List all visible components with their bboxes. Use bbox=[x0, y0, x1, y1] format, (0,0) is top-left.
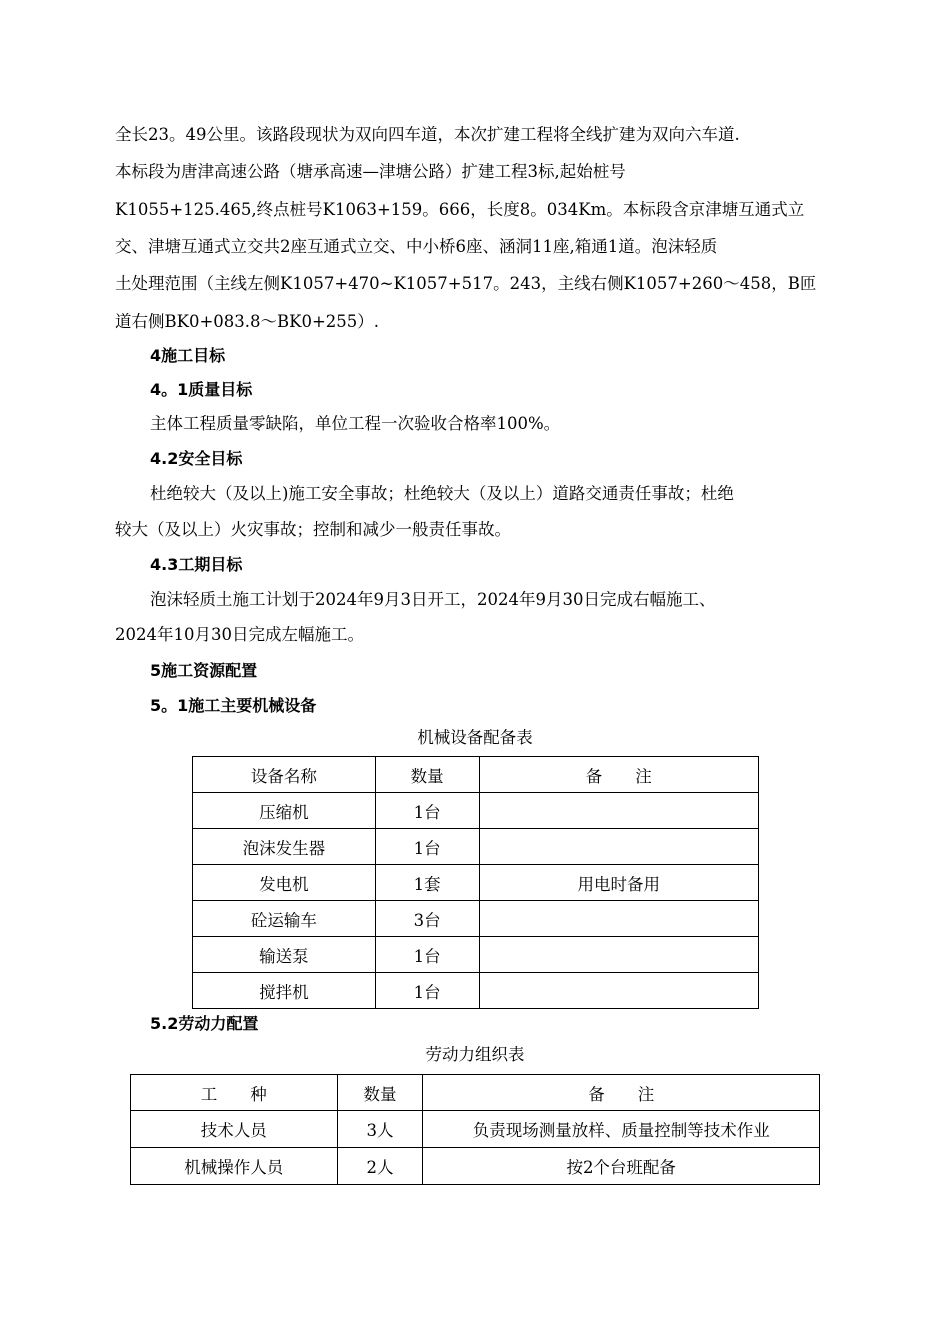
table-row bbox=[193, 793, 759, 829]
subsection-heading: 5.2劳动力配置 bbox=[150, 1014, 259, 1033]
table-cell: 技术人员 bbox=[131, 1111, 338, 1148]
paragraph-line: 本标段为唐津高速公路（塘承高速—津塘公路）扩建工程3标,起始桩号 bbox=[115, 162, 626, 181]
table-cell bbox=[479, 937, 758, 973]
paragraph-line: 2024年10月30日完成左幅施工。 bbox=[115, 625, 364, 644]
paragraph-line: K1055+125.465,终点桩号K1063+159。666，长度8。034Km。本标段含京津塘互通式立 bbox=[115, 200, 805, 219]
header-cell: 数量 bbox=[375, 757, 479, 793]
table-cell: 压缩机 bbox=[193, 793, 376, 829]
subsection-heading: 4.3工期目标 bbox=[150, 555, 243, 574]
table-cell: 输送泵 bbox=[193, 937, 376, 973]
table-cell: 发电机 bbox=[193, 865, 376, 901]
table-cell: 按2个台班配备 bbox=[423, 1148, 820, 1185]
equipment-table bbox=[192, 756, 759, 1009]
subsection-heading: 4。1质量目标 bbox=[150, 380, 253, 399]
table-cell: 1台 bbox=[375, 937, 479, 973]
header-cell: 数量 bbox=[337, 1075, 423, 1111]
table-cell: 用电时备用 bbox=[479, 865, 758, 901]
table-row bbox=[131, 1148, 820, 1185]
table-cell: 搅拌机 bbox=[193, 973, 376, 1009]
table-cell: 1套 bbox=[375, 865, 479, 901]
table-row bbox=[193, 937, 759, 973]
table-cell: 3台 bbox=[375, 901, 479, 937]
section-heading: 5施工资源配置 bbox=[150, 661, 258, 680]
paragraph-line: 全长23。49公里。该路段现状为双向四车道，本次扩建工程将全线扩建为双向六车道. bbox=[115, 125, 740, 144]
table-cell: 1台 bbox=[375, 793, 479, 829]
labor-table-caption: 劳动力组织表 bbox=[425, 1045, 525, 1064]
paragraph-line: 道右侧BK0+083.8～BK0+255）. bbox=[115, 312, 380, 331]
paragraph-line: 主体工程质量零缺陷，单位工程一次验收合格率100%。 bbox=[150, 414, 561, 433]
paragraph-line: 较大（及以上）火灾事故；控制和减少一般责任事故。 bbox=[115, 520, 511, 539]
table-cell bbox=[479, 901, 758, 937]
table-cell: 砼运输车 bbox=[193, 901, 376, 937]
table-row bbox=[131, 1111, 820, 1148]
paragraph-line: 杜绝较大（及以上)施工安全事故；杜绝较大（及以上）道路交通责任事故；杜绝 bbox=[150, 484, 734, 503]
table-row bbox=[193, 973, 759, 1009]
table-cell: 机械操作人员 bbox=[131, 1148, 338, 1185]
header-cell: 工 种 bbox=[131, 1075, 338, 1111]
paragraph-line: 泡沫轻质土施工计划于2024年9月3日开工，2024年9月30日完成右幅施工、 bbox=[150, 590, 716, 609]
table-cell: 1台 bbox=[375, 829, 479, 865]
table-cell bbox=[479, 973, 758, 1009]
labor-table bbox=[130, 1074, 820, 1185]
table-cell bbox=[479, 793, 758, 829]
table-cell: 泡沫发生器 bbox=[193, 829, 376, 865]
table-row bbox=[193, 829, 759, 865]
paragraph-line: 土处理范围（主线左侧K1057+470~K1057+517。243，主线右侧K1057+260～458，B匝 bbox=[115, 274, 817, 293]
table-cell: 负责现场测量放样、质量控制等技术作业 bbox=[423, 1111, 820, 1148]
section-heading: 4施工目标 bbox=[150, 346, 226, 365]
header-cell: 备 注 bbox=[479, 757, 758, 793]
table-header-row bbox=[131, 1075, 820, 1111]
header-cell: 设备名称 bbox=[193, 757, 376, 793]
table-cell bbox=[479, 829, 758, 865]
subsection-heading: 5。1施工主要机械设备 bbox=[150, 696, 317, 715]
subsection-heading: 4.2安全目标 bbox=[150, 449, 243, 468]
table-cell: 3人 bbox=[337, 1111, 423, 1148]
table-cell: 1台 bbox=[375, 973, 479, 1009]
equipment-table-caption: 机械设备配备表 bbox=[417, 728, 533, 747]
table-cell: 2人 bbox=[337, 1148, 423, 1185]
table-row bbox=[193, 901, 759, 937]
header-cell: 备 注 bbox=[423, 1075, 820, 1111]
paragraph-line: 交、津塘互通式立交共2座互通式立交、中小桥6座、涵洞11座,箱通1道。泡沫轻质 bbox=[115, 237, 718, 256]
table-header-row bbox=[193, 757, 759, 793]
table-row bbox=[193, 865, 759, 901]
